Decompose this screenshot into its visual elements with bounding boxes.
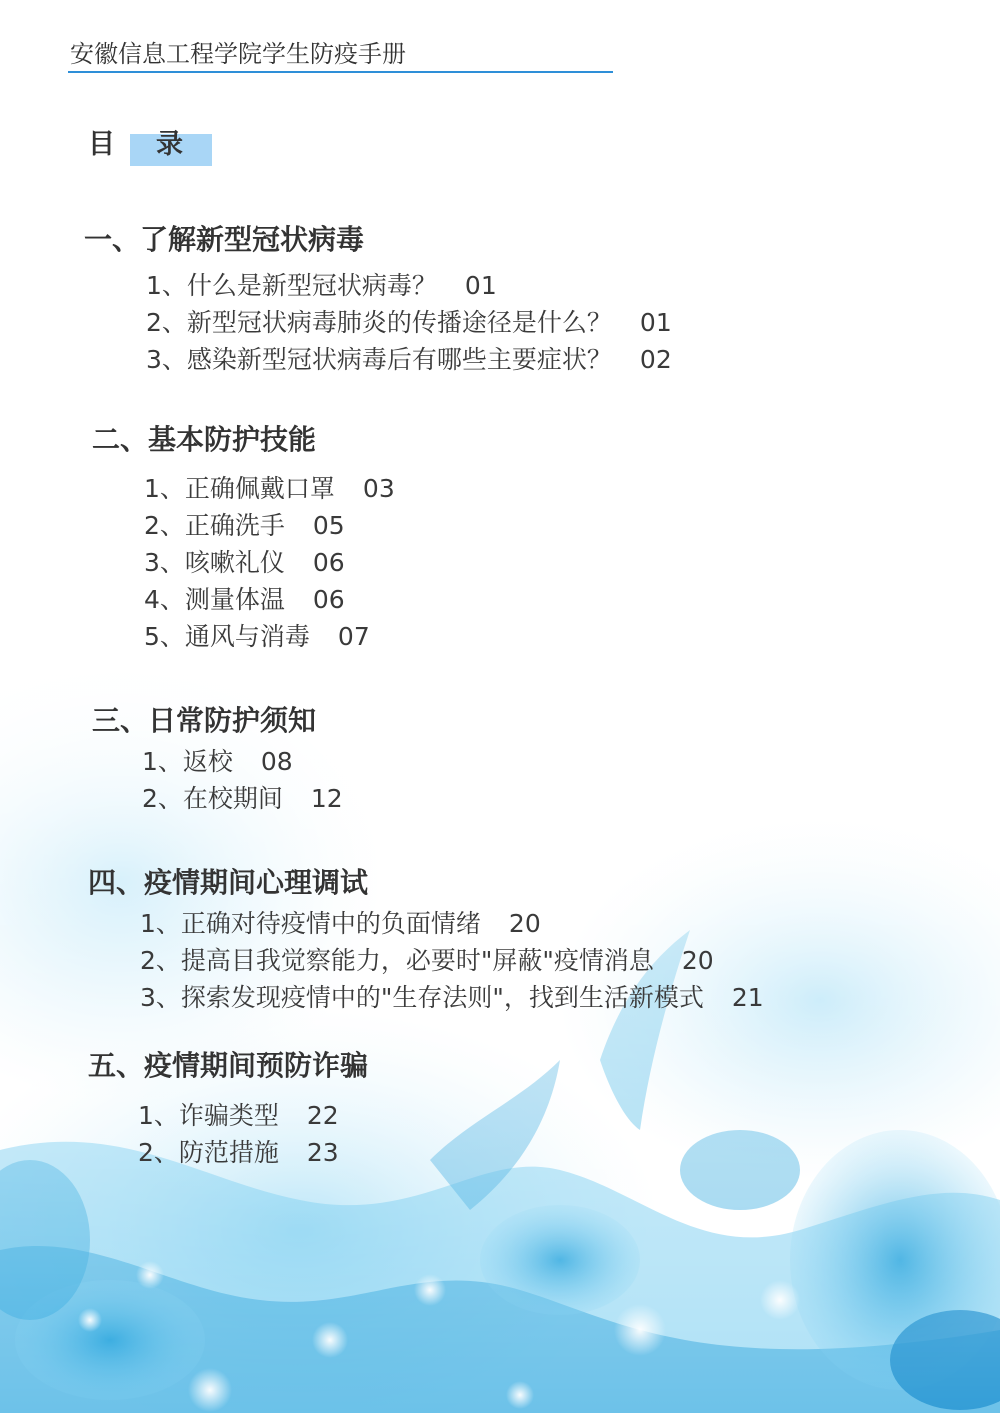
toc-title-char-2: 录 xyxy=(156,129,183,160)
toc-entry-label: 2、新型冠状病毒肺炎的传播途径是什么？ xyxy=(146,308,612,337)
toc-entry[interactable] xyxy=(146,303,672,339)
toc-title xyxy=(86,122,226,168)
toc-entry-page: 01 xyxy=(639,308,672,337)
toc-section-heading: 三、日常防护须知 xyxy=(92,704,317,737)
toc-entry-page: 05 xyxy=(312,511,345,540)
toc-entry-page: 06 xyxy=(312,585,345,614)
toc-entry-page: 20 xyxy=(681,946,714,975)
toc-entry-label: 1、正确佩戴口罩 xyxy=(144,474,335,503)
header-divider xyxy=(68,71,613,73)
toc-entry-label: 1、正确对待疫情中的负面情绪 xyxy=(140,909,481,938)
toc-entry[interactable] xyxy=(144,506,345,542)
toc-section-heading: 二、基本防护技能 xyxy=(92,423,317,456)
toc-entry-label: 2、防范措施 xyxy=(138,1138,279,1167)
toc-entry-page: 08 xyxy=(260,747,293,776)
toc-section-heading: 一、了解新型冠状病毒 xyxy=(84,223,365,256)
toc-entry[interactable] xyxy=(144,617,370,653)
toc-entry-page: 12 xyxy=(310,784,343,813)
toc-entry[interactable] xyxy=(140,978,764,1014)
toc-entry-label: 1、什么是新型冠状病毒？ xyxy=(146,271,437,300)
toc-entry-page: 06 xyxy=(312,548,345,577)
toc-entry-page: 07 xyxy=(337,622,370,651)
toc-entry-label: 1、诈骗类型 xyxy=(138,1101,279,1130)
handbook-header-title: 安徽信息工程学院学生防疫手册 xyxy=(70,40,406,68)
toc-entry-label: 1、返校 xyxy=(142,747,233,776)
toc-entry-page: 01 xyxy=(464,271,497,300)
toc-entry[interactable] xyxy=(144,469,395,505)
toc-entry-label: 4、测量体温 xyxy=(144,585,285,614)
toc-entry[interactable] xyxy=(138,1133,339,1169)
toc-entry[interactable] xyxy=(142,742,293,778)
toc-entry[interactable] xyxy=(142,779,343,815)
toc-entry[interactable] xyxy=(140,904,541,940)
toc-entry-label: 2、正确洗手 xyxy=(144,511,285,540)
toc-entry-label: 5、通风与消毒 xyxy=(144,622,310,651)
toc-entry[interactable] xyxy=(140,941,714,977)
toc-entry-label: 3、探索发现疫情中的"生存法则"，找到生活新模式 xyxy=(140,983,704,1012)
toc-entry-label: 3、咳嗽礼仪 xyxy=(144,548,285,577)
toc-entry-page: 21 xyxy=(731,983,764,1012)
toc-entry-label: 3、感染新型冠状病毒后有哪些主要症状？ xyxy=(146,345,612,374)
toc-entry[interactable] xyxy=(144,543,345,579)
toc-entry-label: 2、提高目我觉察能力，必要时"屏蔽"疫情消息 xyxy=(140,946,654,975)
toc-entry-page: 22 xyxy=(306,1101,339,1130)
toc-entry[interactable] xyxy=(146,340,672,376)
toc-entry[interactable] xyxy=(138,1096,339,1132)
toc-entry-page: 02 xyxy=(639,345,672,374)
toc-title-char-1: 目 xyxy=(88,129,115,160)
toc-entry-page: 23 xyxy=(306,1138,339,1167)
toc-entry-page: 03 xyxy=(362,474,395,503)
toc-entry-page: 20 xyxy=(508,909,541,938)
toc-entry[interactable] xyxy=(144,580,345,616)
toc-entry[interactable] xyxy=(146,266,497,302)
toc-section-heading: 五、疫情期间预防诈骗 xyxy=(88,1049,369,1082)
toc-entry-label: 2、在校期间 xyxy=(142,784,283,813)
toc-section-heading: 四、疫情期间心理调试 xyxy=(88,866,369,899)
